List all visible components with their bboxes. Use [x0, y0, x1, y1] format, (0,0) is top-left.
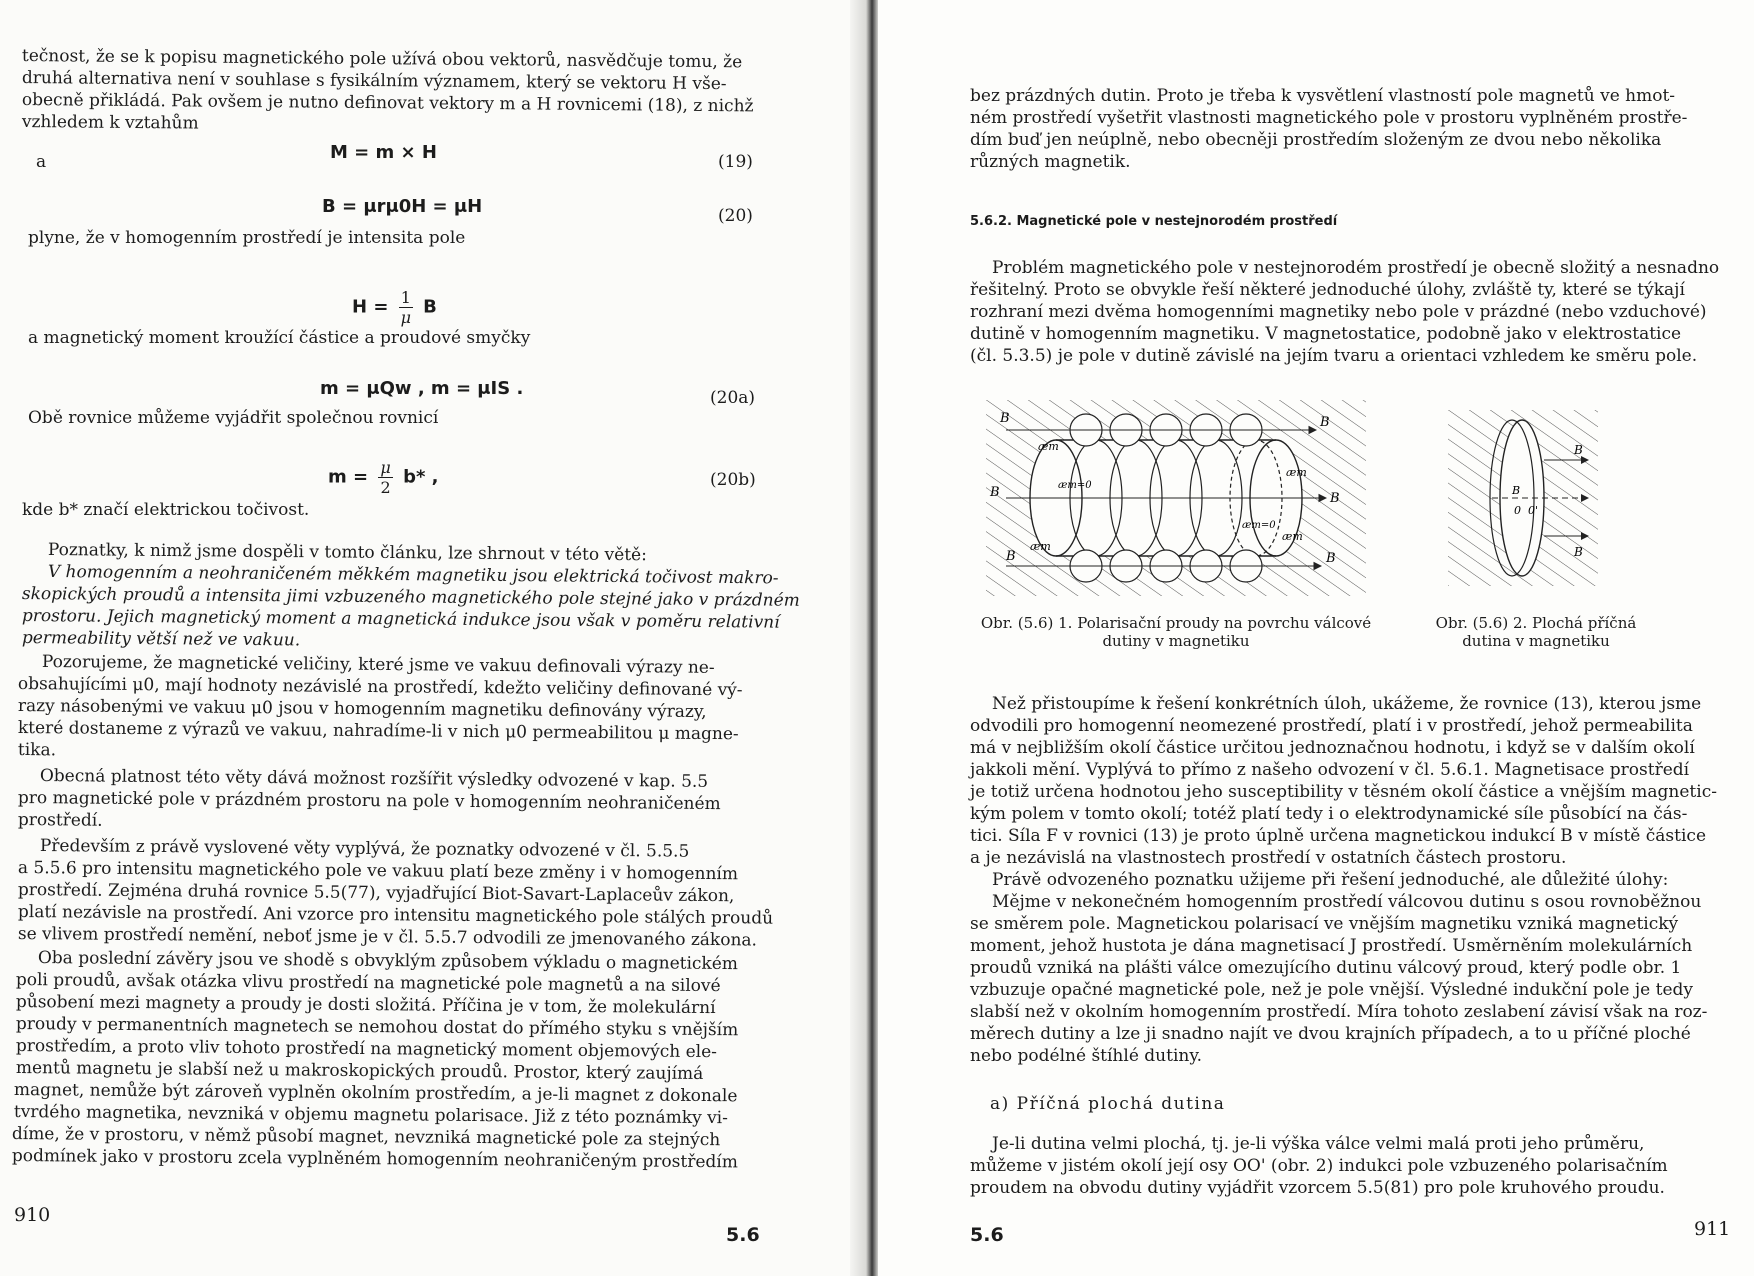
equation-19: M = m × H	[330, 142, 437, 163]
text-line: obsahujícími μ0, mají hodnoty nezávislé na prostředí, kdežto veličiny definované vý-	[17, 674, 743, 701]
text-line: dím buď jen neúplně, nebo obecněji prostředím složeným ze dvou nebo několika	[970, 130, 1662, 150]
text-line: tika.	[17, 740, 57, 761]
text-line: Obecná platnost této věty dává možnost rozšířit výsledky odvozené v kap. 5.5	[39, 766, 709, 792]
text-line: měrech dutiny a lze ji snadno najít ve dvou krajních případech, a to u příčné ploché	[970, 1024, 1691, 1044]
equation-20a: m = μQw , m = μIS .	[320, 378, 524, 399]
label-b: B	[990, 485, 1000, 500]
text-line: prostředím, a proto vliv tohoto prostředí na magnetický moment objemových ele-	[15, 1036, 718, 1063]
figure-caption	[1418, 614, 1654, 650]
label-b: B	[1574, 443, 1583, 457]
text-line: permeability větší než ve vakuu.	[21, 628, 301, 651]
text-line: Oba poslední závěry jsou ve shodě s obvyklým způsobem výkladu o magnetickém	[37, 948, 739, 975]
text-line: Především z právě vyslovené věty vyplývá, že poznatky odvozené v čl. 5.5.5	[39, 836, 690, 862]
text-line: jakkoli mění. Vyplývá to přímo z našeho odvození v čl. 5.6.1. Magnetisace prostředí	[970, 760, 1690, 780]
text-line: je totiž určena hodnotou jeho susceptibility v těsném okolí částice a vnějším magnetic-	[970, 782, 1717, 802]
text-line: různých magnetik.	[970, 152, 1131, 172]
text-line: moment, jehož hustota je dána magnetisací J prostředí. Usměrněním molekulárních	[970, 936, 1693, 956]
text-line: nebo podélné štíhlé dutiny.	[970, 1046, 1203, 1066]
text-line: magnet, nemůže být zároveň vyplněn okolním prostředím, a je-li magnet z dokonale	[13, 1080, 738, 1107]
text-line: které dostaneme z výrazů ve vakuu, nahradíme-li v nich μ0 permeabilitou μ magne-	[17, 718, 739, 745]
text-line: skopických proudů a intensita jimi vzbuzeného magnetického pole stejné jako v prázdném	[21, 584, 800, 611]
equation-rhs: b* ,	[403, 466, 439, 488]
text-line: poli proudů, avšak otázka vlivu prostředí na magnetické pole magnetů a na silové	[15, 970, 721, 997]
text-line: V homogenním a neohraničeném měkkém magnetiku jsou elektrická točivost makro-	[47, 562, 779, 589]
text-line: kde b* značí elektrickou točivost.	[22, 500, 310, 520]
equation-number: (20a)	[710, 388, 756, 408]
text-line: razy násobenými ve vakuu μ0 jsou v homogenním magnetiku definovány výrazy,	[17, 696, 707, 723]
text-line: slabší než v okolním homogenním prostředí. Míra tohoto zeslabení závisí však na roz-	[970, 1002, 1708, 1022]
text-line: platí nezávisle na prostředí. Ani vzorce pro intensitu magnetického pole stálých proudů	[17, 902, 774, 929]
text-line: tici. Síla F v rovnici (13) je proto úplně určena magnetickou indukcí B v místě částice	[970, 826, 1707, 846]
label-o-prime: 0'	[1528, 504, 1539, 517]
equation-number: (20b)	[710, 470, 756, 490]
equation-number: (19)	[718, 152, 753, 172]
left-page	[0, 0, 860, 1276]
text-line: dutině v homogenním magnetiku. V magnetostatice, podobně jako v elektrostatice	[970, 324, 1682, 344]
fraction-denominator: 2	[380, 478, 391, 497]
figure-caption	[952, 614, 1400, 650]
equation-lhs: m =	[328, 466, 369, 488]
text-line: druhá alternativa není v souhlase s fysikálním významem, který se vektoru H vše-	[21, 68, 727, 95]
text-line: proudem na obvodu dutiny vyjádřit vzorcem 5.5(81) pro pole kruhového proudu.	[970, 1178, 1665, 1198]
fraction-denominator: μ	[400, 308, 411, 327]
label-b: B	[1330, 491, 1340, 506]
text-line: Problém magnetického pole v nestejnorodém prostředí je obecně složitý a nesnadno	[992, 258, 1720, 278]
label-b: B	[1000, 411, 1010, 426]
equation-20b	[328, 458, 438, 497]
section-heading: 5.6.2. Magnetické pole v nestejnorodém prostředí	[970, 214, 1338, 229]
text-line: ném prostředí vyšetřit vlastnosti magnetického pole v prostoru vyplněném prostře-	[970, 108, 1688, 128]
text-line: a magnetický moment kroužící částice a proudové smyčky	[28, 328, 531, 348]
subsection-heading: a) Příčná plochá dutina	[990, 1094, 1226, 1114]
text-line: se směrem pole. Magnetickou polarisací ve vnějším magnetiku vzniká magnetický	[970, 914, 1679, 934]
text-line: podmínek jako v prostoru zcela vyplněném homogenním neohraničeným prostředím	[11, 1146, 738, 1173]
text-line: se vlivem prostředí nemění, neboť jsme je v čl. 5.5.7 odvodili ze jmenovaného zákona.	[17, 924, 758, 951]
equation-20: B = μrμ0H = μH	[322, 196, 483, 217]
label-b: B	[1512, 484, 1521, 497]
text-line: prostoru. Jejich magnetický moment a magnetická indukce jsou však v poměru relativní	[21, 606, 780, 633]
text-line: (čl. 5.3.5) je pole v dutině závislé na jejím tvaru a orientaci vzhledem ke směru pole.	[970, 346, 1698, 366]
text-line: Obě rovnice můžeme vyjádřit společnou rovnicí	[28, 408, 439, 428]
section-mark: 5.6	[726, 1224, 760, 1246]
text-line: vzbuzuje opačné magnetické pole, než je pole vnější. Výsledné indukční pole je tedy	[970, 980, 1693, 1000]
text-line: prostředí. Zejména druhá rovnice 5.5(77), vyjadřující Biot-Savart-Laplaceův zákon,	[17, 880, 735, 907]
page-number: 911	[1694, 1218, 1731, 1240]
text-line: odvodili pro homogenní neomezené prostředí, platí i v prostředí, jehož permeabilita	[970, 716, 1693, 736]
equation-rhs: B	[423, 296, 437, 318]
text-line: proudů vzniká na plášti válce omezujícího dutinu válcový proud, který podle obr. 1	[970, 958, 1682, 978]
text-line: má v nejbližším okolí částice určitou jednoznačnou hodnotu, i když se v dalším okolí	[970, 738, 1695, 758]
label-chi: æm	[1286, 466, 1307, 479]
text-line: Pozorujeme, že magnetické veličiny, které jsme ve vakuu definovali výrazy ne-	[41, 652, 715, 678]
text-line: řešitelný. Proto se obvykle řeší některé jednoduché úlohy, zvláště ty, které se týkají	[970, 280, 1685, 300]
text-line: Poznatky, k nimž jsme dospěli v tomto článku, lze shrnout v této větě:	[47, 540, 647, 566]
text-line: a 5.5.6 pro intensitu magnetického pole ve vakuu platí beze změny i v homogenním	[17, 858, 739, 885]
text-line: a je nezávislá na vlastnostech prostředí v ostatních částech prostoru.	[970, 848, 1567, 868]
figure-flat-cavity	[1448, 410, 1598, 586]
text-line: rozhraní mezi dvěma homogenními magnetiky nebo pole v prázdné (nebo vzduchové)	[970, 302, 1707, 322]
caption-line: dutiny v magnetiku	[1102, 632, 1250, 650]
label-chi: æm	[1282, 530, 1303, 543]
label-o: 0	[1514, 504, 1521, 517]
text-line: tečnost, že se k popisu magnetického pole užívá obou vektorů, nasvědčuje tomu, že	[21, 46, 743, 73]
text-line: plyne, že v homogenním prostředí je intensita pole	[28, 228, 466, 248]
text-line: mentů magnetu je slabší než u makroskopických proudů. Prostor, který zaujímá	[15, 1058, 704, 1084]
text-line: působení mezi magnety a proudy je dosti složitá. Příčina je v tom, že molekulární	[15, 992, 716, 1019]
figure-cylindrical-cavity	[986, 400, 1366, 596]
equation-number: (20)	[718, 206, 753, 226]
text-line: Právě odvozeného poznatku užijeme při řešení jednoduché, ale důležité úlohy:	[992, 870, 1669, 890]
caption-line: Obr. (5.6) 2. Plochá příčná	[1435, 614, 1637, 632]
right-page	[878, 0, 1754, 1276]
text-line: Mějme v nekonečném homogenním prostředí válcovou dutinu s osou rovnoběžnou	[992, 892, 1702, 912]
equation-h	[352, 288, 437, 327]
fraction-numerator: μ	[380, 458, 391, 477]
text-line: díme, že v prostoru, v němž působí magnet, nevzniká magnetické pole za stejných	[11, 1124, 721, 1151]
text-line: bez prázdných dutin. Proto je třeba k vysvětlení vlastností pole magnetů ve hmot-	[970, 86, 1676, 106]
label-b: B	[1326, 551, 1336, 566]
section-mark: 5.6	[970, 1224, 1004, 1246]
text-line: tvrdého magnetika, nevzniká v objemu magnetu polarisace. Již z této poznámky vi-	[13, 1102, 729, 1129]
fraction-numerator: 1	[400, 288, 411, 307]
label-b: B	[1006, 549, 1016, 564]
text-line: vzhledem k vztahům	[21, 112, 199, 134]
text-line: pro magnetické pole v prázdném prostoru na pole v homogenním neohraničeném	[17, 788, 721, 815]
text-line: Než přistoupíme k řešení konkrétních úloh, ukážeme, že rovnice (13), kterou jsme	[992, 694, 1702, 714]
caption-line: Obr. (5.6) 1. Polarisační proudy na povrchu válcové	[980, 614, 1372, 632]
label-b: B	[1320, 415, 1330, 430]
text-line: můžeme v jistém okolí její osy OO' (obr. 2) indukci pole vzbuzeného polarisačním	[970, 1156, 1668, 1176]
label-chi: æm	[1030, 540, 1051, 553]
page-number: 910	[14, 1204, 51, 1226]
text-line: prostředí.	[17, 810, 103, 831]
equation-prefix: a	[36, 152, 47, 172]
label-chi-zero: æm=0	[1242, 520, 1276, 531]
text-line: Je-li dutina velmi plochá, tj. je-li výška válce velmi malá proti jeho průměru,	[992, 1134, 1645, 1154]
label-chi: æm	[1038, 440, 1059, 453]
label-b: B	[1574, 545, 1583, 559]
caption-line: dutina v magnetiku	[1462, 632, 1610, 650]
label-chi-zero: æm=0	[1058, 480, 1092, 491]
equation-lhs: H =	[352, 296, 389, 318]
text-line: obecně přikládá. Pak ovšem je nutno definovat vektory m a H rovnicemi (18), z nichž	[21, 90, 754, 117]
text-line: kým polem v tomto okolí; totéž platí tedy i o elektrodynamické síle působící na čás-	[970, 804, 1688, 824]
text-line: proudy v permanentních magnetech se nemohou dostat do přímého styku s vnějším	[15, 1014, 739, 1041]
